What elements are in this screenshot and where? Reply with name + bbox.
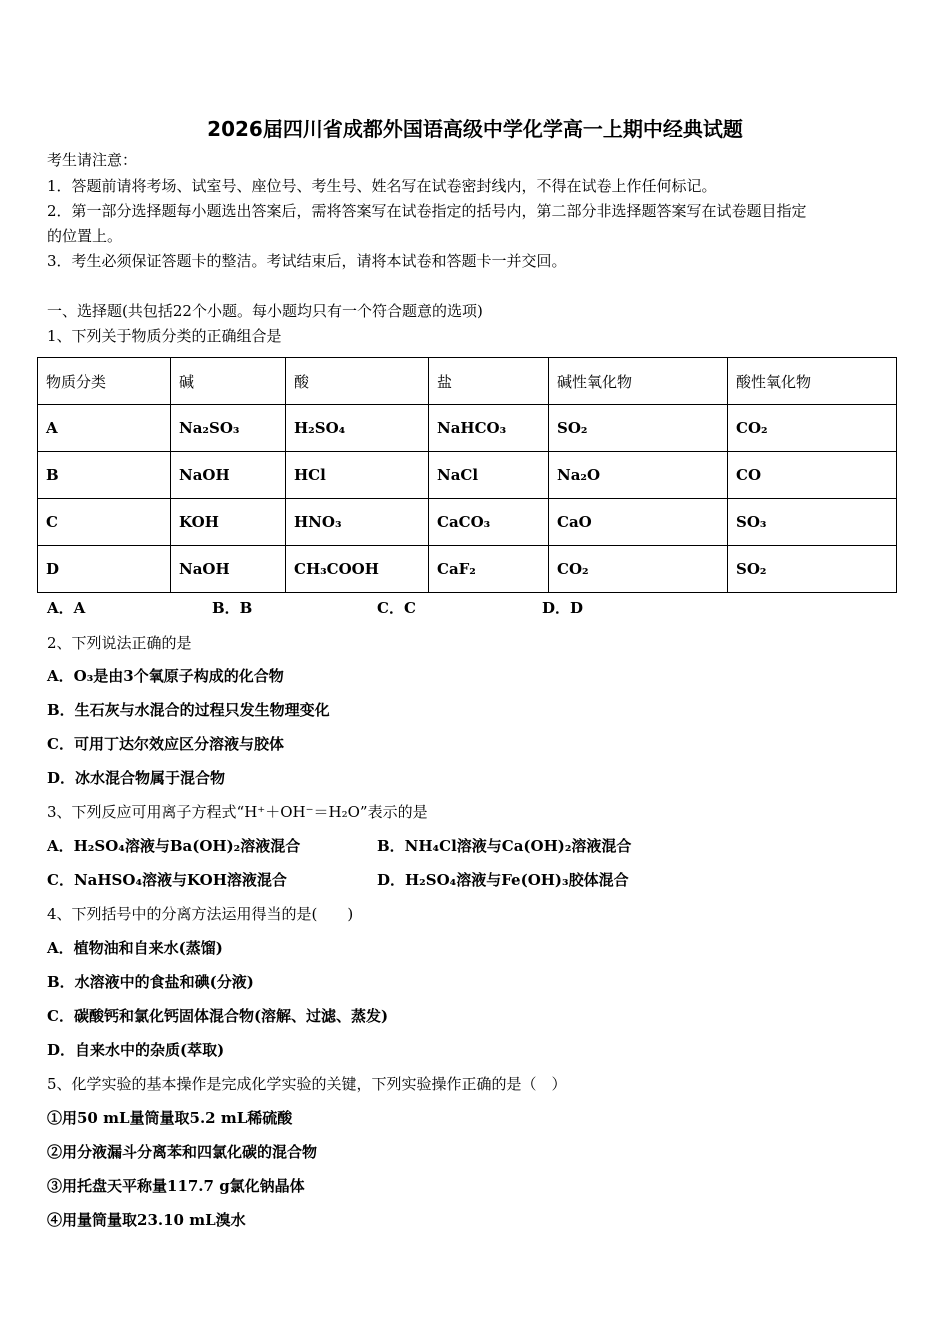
table-cell: HNO₃ xyxy=(286,499,429,546)
table-cell: C xyxy=(38,499,171,546)
table-cell: SO₂ xyxy=(549,405,728,452)
table-cell: CO₂ xyxy=(549,546,728,593)
section-heading: 一、选择题(共包括22个小题。每小题均只有一个符合题意的选项) xyxy=(47,302,483,320)
q4-option-c: C．碳酸钙和氯化钙固体混合物(溶解、过滤、蒸发) xyxy=(47,1007,389,1025)
classification-table xyxy=(37,357,897,593)
q5-item: ②用分液漏斗分离苯和四氯化碳的混合物 xyxy=(47,1143,318,1161)
table-row xyxy=(38,452,897,499)
table-header: 碱性氧化物 xyxy=(549,358,728,405)
table-cell: KOH xyxy=(171,499,286,546)
q3-option-b: B．NH₄Cl溶液与Ca(OH)₂溶液混合 xyxy=(377,837,632,855)
notice-item: 2．第一部分选择题每小题选出答案后，需将答案写在试卷指定的括号内，第二部分非选择题答案写在试卷题目指定 xyxy=(47,202,807,220)
page-title: 2026届四川省成都外国语高级中学化学高一上期中经典试题 xyxy=(207,117,743,141)
notice-item: 的位置上。 xyxy=(47,227,123,245)
q1-option-a: A．A xyxy=(47,599,86,617)
q5-item: ①用50 mL量筒量取5.2 mL稀硫酸 xyxy=(47,1109,293,1127)
table-cell: Na₂O xyxy=(549,452,728,499)
q4-option-a: A．植物油和自来水(蒸馏) xyxy=(47,939,223,957)
table-cell: CaF₂ xyxy=(429,546,549,593)
q3-option-a: A．H₂SO₄溶液与Ba(OH)₂溶液混合 xyxy=(47,837,301,855)
q5-item: ③用托盘天平称量117.7 g氯化钠晶体 xyxy=(47,1177,305,1195)
q2-option-d: D．冰水混合物属于混合物 xyxy=(47,769,226,787)
q4-option-d: D．自来水中的杂质(萃取) xyxy=(47,1041,225,1059)
table-cell: SO₂ xyxy=(728,546,897,593)
table-cell: NaOH xyxy=(171,546,286,593)
question-5-stem: 5、化学实验的基本操作是完成化学实验的关键，下列实验操作正确的是（ ） xyxy=(47,1075,567,1093)
notice-item: 1．答题前请将考场、试室号、座位号、考生号、姓名写在试卷密封线内，不得在试卷上作任何标记。 xyxy=(47,177,717,195)
question-4-stem: 4、下列括号中的分离方法运用得当的是( ) xyxy=(47,905,354,923)
table-cell: Na₂SO₃ xyxy=(171,405,286,452)
question-2-stem: 2、下列说法正确的是 xyxy=(47,634,192,652)
q2-option-b: B．生石灰与水混合的过程只发生物理变化 xyxy=(47,701,330,719)
question-1-stem: 1、下列关于物质分类的正确组合是 xyxy=(47,327,282,345)
table-cell: CaO xyxy=(549,499,728,546)
q2-option-a: A．O₃是由3个氧原子构成的化合物 xyxy=(47,667,284,685)
table-cell: SO₃ xyxy=(728,499,897,546)
table-header-row xyxy=(38,358,897,405)
q1-option-c: C．C xyxy=(377,599,416,617)
table-header: 物质分类 xyxy=(38,358,171,405)
table-row xyxy=(38,405,897,452)
notice-heading: 考生请注意： xyxy=(47,151,138,169)
table-cell: HCl xyxy=(286,452,429,499)
notice-item: 3．考生必须保证答题卡的整洁。考试结束后，请将本试卷和答题卡一并交回。 xyxy=(47,252,567,270)
table-header: 酸性氧化物 xyxy=(728,358,897,405)
table-cell: B xyxy=(38,452,171,499)
table-cell: CO₂ xyxy=(728,405,897,452)
table-cell: CaCO₃ xyxy=(429,499,549,546)
question-3-stem: 3、下列反应可用离子方程式“H⁺＋OH⁻＝H₂O”表示的是 xyxy=(47,803,428,821)
table-cell: A xyxy=(38,405,171,452)
table-header: 盐 xyxy=(429,358,549,405)
q4-option-b: B．水溶液中的食盐和碘(分液) xyxy=(47,973,254,991)
table-cell: CH₃COOH xyxy=(286,546,429,593)
q1-option-d: D．D xyxy=(542,599,584,617)
table-cell: D xyxy=(38,546,171,593)
table-cell: CO xyxy=(728,452,897,499)
q3-option-d: D．H₂SO₄溶液与Fe(OH)₃胶体混合 xyxy=(377,871,629,889)
q2-option-c: C．可用丁达尔效应区分溶液与胶体 xyxy=(47,735,284,753)
table-cell: NaOH xyxy=(171,452,286,499)
q5-item: ④用量筒量取23.10 mL溴水 xyxy=(47,1211,246,1229)
table-row xyxy=(38,499,897,546)
table-row xyxy=(38,546,897,593)
q3-option-c: C．NaHSO₄溶液与KOH溶液混合 xyxy=(47,871,287,889)
table-cell: NaCl xyxy=(429,452,549,499)
q1-option-b: B．B xyxy=(212,599,253,617)
table-cell: NaHCO₃ xyxy=(429,405,549,452)
table-header: 碱 xyxy=(171,358,286,405)
table-cell: H₂SO₄ xyxy=(286,405,429,452)
table-header: 酸 xyxy=(286,358,429,405)
